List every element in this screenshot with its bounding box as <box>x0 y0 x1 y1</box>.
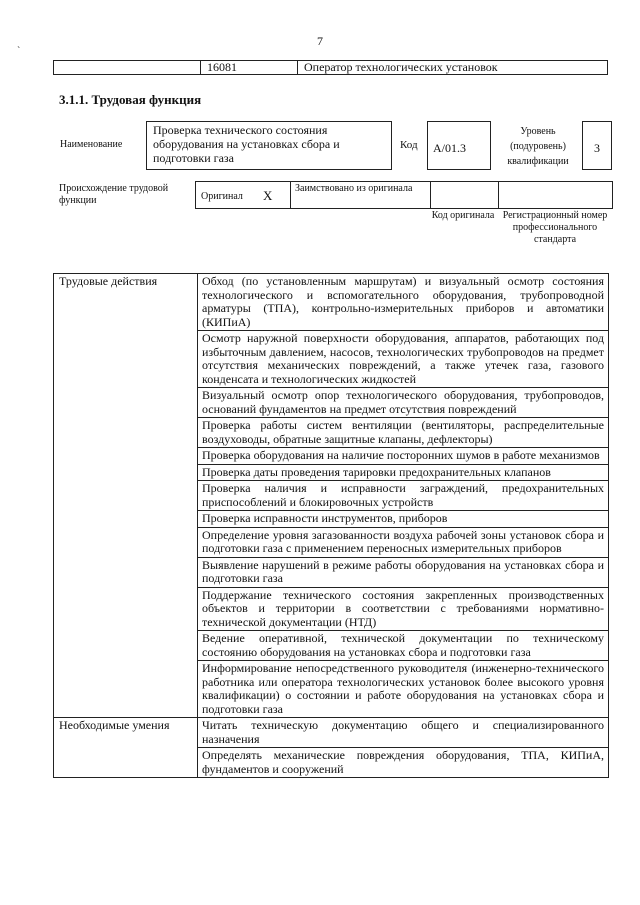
labor-action: Проверка оборудования на наличие посторонних шумов в работе механизмов <box>198 448 609 465</box>
labor-actions-label: Трудовые действия <box>54 274 198 718</box>
code-label: Код <box>400 139 418 151</box>
labor-action: Ведение оперативной, технической документации по техническому состоянию оборудования на установках сбора и подготовки газа <box>198 631 609 661</box>
borrowed-label: Заимствовано из оригинала <box>295 183 413 194</box>
labor-function-table <box>53 273 609 778</box>
labor-action: Определение уровня загазованности воздуха рабочей зоны установок сбора и подготовки газа с применением переносных измерительных приборов <box>198 527 609 557</box>
occupation-code-table <box>53 60 608 75</box>
page-number: 7 <box>317 34 323 48</box>
labor-action: Визуальный осмотр опор технологического оборудования, трубопроводов, оснований фундаментов на предмет отсутствия повреждений <box>198 388 609 418</box>
skill: Читать техническую документацию общего и специализированного назначения <box>198 718 609 748</box>
labor-action: Поддержание технического состояния закрепленных производственных объектов и территории в соответствии с требованиями нормативно-технической документации (НТД) <box>198 587 609 631</box>
labor-action: Выявление нарушений в режиме работы оборудования на установках сбора и подготовки газа <box>198 557 609 587</box>
origin-label: Происхождение трудовой функции <box>59 183 169 206</box>
stray-mark: ` <box>17 46 21 57</box>
qualification-level: 3 <box>582 121 612 170</box>
labor-action: Осмотр наружной поверхности оборудования, аппаратов, работающих под избыточным давлением, насосов, технологических трубопроводов на предмет отсутствия механических повреждений, а также утечек газа, газового конденсата и технологических жидкостей <box>198 331 609 388</box>
labor-action: Информирование непосредственного руководителя (инженерно-технического работника или оператора технологических установок более высокого уровня квалификации) о состоянии и работе оборудования на установках сбора и подготовки газа <box>198 661 609 718</box>
table-row <box>54 274 609 331</box>
origin-table <box>195 181 613 209</box>
labor-action: Обход (по установленным маршрутам) и визуальный осмотр состояния технологического и вспомогательного оборудования, трубопроводной арматуры (ТПА), контрольно-измерительных приборов и автоматики (КИПиА) <box>198 274 609 331</box>
skill: Определять механические повреждения оборудования, ТПА, КИПиА, фундаментов и сооружений <box>198 748 609 778</box>
labor-action: Проверка даты проведения тарировки предохранительных клапанов <box>198 464 609 481</box>
function-code: A/01.3 <box>427 121 491 170</box>
original-mark: X <box>263 188 273 203</box>
section-title: 3.1.1. Трудовая функция <box>59 92 202 107</box>
reg-number-label: Регистрационный номер профессионального стандарта <box>502 210 608 245</box>
function-name: Проверка технического состояния оборудования на установках сбора и подготовки газа <box>146 121 392 170</box>
labor-action: Проверка исправности инструментов, приборов <box>198 511 609 528</box>
table-row <box>54 718 609 748</box>
labor-action: Проверка наличия и исправности заграждений, предохранительных приспособлений и блокировочных устройств <box>198 481 609 511</box>
original-label: Оригинал <box>201 191 243 202</box>
name-label: Наименование <box>60 139 123 150</box>
qualification-level-label: Уровень (подуровень) квалификации <box>507 126 569 167</box>
labor-action: Проверка работы систем вентиляции (вентиляторы, распределительные воздуховоды, обратные защитные клапаны, дефлекторы) <box>198 418 609 448</box>
skills-label: Необходимые умения <box>54 718 198 778</box>
occupation-name: Оператор технологических установок <box>304 60 498 74</box>
occupation-code: 16081 <box>207 60 237 74</box>
code-original-label: Код оригинала <box>431 210 495 221</box>
